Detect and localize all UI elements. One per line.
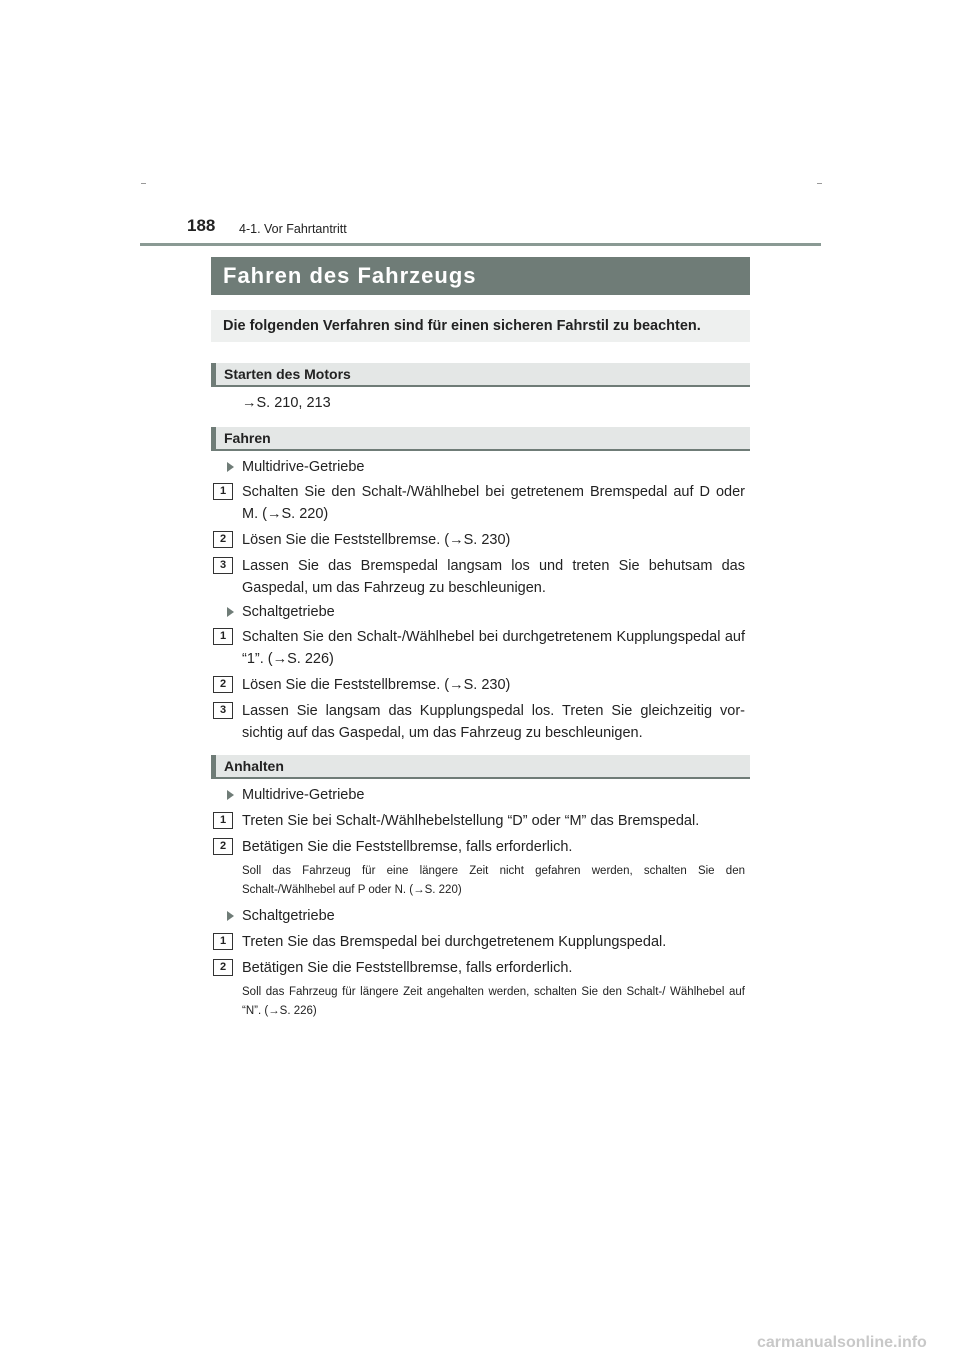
bullet-triangle-icon <box>227 462 234 472</box>
step-text: Lösen Sie die Feststellbremse. (→S. 230) <box>242 532 511 548</box>
crop-mark-right <box>817 183 822 184</box>
anhalten-manual-note: Soll das Fahrzeug für längere Zeit angehalten werden, schalten Sie den Schalt-/ Wählhebel auf “N”. (→S. 226) <box>242 986 745 1017</box>
heading-anhalten: Anhalten <box>211 755 750 779</box>
step-number: 2 <box>213 838 233 855</box>
step-text: Treten Sie das Bremspedal bei durchgetretenem Kupplungspedal. <box>242 934 667 950</box>
step-number: 3 <box>213 557 233 574</box>
fahren-manual-label: Schaltgetriebe <box>242 604 335 620</box>
anhalten-multidrive-note: Soll das Fahrzeug für eine längere Zeit nicht gefahren werden, schalten Sie den Schalt-/Wählhebel auf P oder N. (→S. 220) <box>242 865 745 896</box>
step-number: 1 <box>213 628 233 645</box>
step-text: Betätigen Sie die Feststellbremse, falls erforderlich. <box>242 960 573 976</box>
step-text: Treten Sie bei Schalt-/Wählhebelstellung “D” oder “M” das Bremspedal. <box>242 813 700 829</box>
intro-text: Die folgenden Verfahren sind für einen sicheren Fahrstil zu beachten. <box>211 310 750 342</box>
step-number: 2 <box>213 531 233 548</box>
bullet-triangle-icon <box>227 607 234 617</box>
section-breadcrumb: 4-1. Vor Fahrtantritt <box>239 222 347 236</box>
step-text: Lösen Sie die Feststellbremse. (→S. 230) <box>242 677 511 693</box>
step-text: Lassen Sie langsam das Kupplungspedal los. Treten Sie gleichzeitig vor-sichtig auf das Gaspedal, um das Fahrzeug zu beschleunigen. <box>242 703 745 741</box>
step-text: Lassen Sie das Bremspedal langsam los und treten Sie behutsam das Gaspedal, um das Fahrzeug zu beschleunigen. <box>242 558 745 596</box>
page-title: Fahren des Fahrzeugs <box>211 257 750 295</box>
step-number: 1 <box>213 812 233 829</box>
crop-mark-left <box>141 183 146 184</box>
heading-starten: Starten des Motors <box>211 363 750 387</box>
heading-fahren: Fahren <box>211 427 750 451</box>
step-number: 1 <box>213 933 233 950</box>
page-number: 188 <box>187 216 216 235</box>
watermark: carmanualsonline.info <box>757 1334 927 1351</box>
step-number: 2 <box>213 959 233 976</box>
step-number: 1 <box>213 483 233 500</box>
header-divider <box>140 243 821 246</box>
step-text: Betätigen Sie die Feststellbremse, falls erforderlich. <box>242 839 573 855</box>
bullet-triangle-icon <box>227 790 234 800</box>
step-text: Schalten Sie den Schalt-/Wählhebel bei getretenem Bremspedal auf D oder M. (→S. 220) <box>242 484 745 522</box>
step-number: 3 <box>213 702 233 719</box>
bullet-triangle-icon <box>227 911 234 921</box>
starten-reference: →S. 210, 213 <box>242 395 331 411</box>
anhalten-manual-label: Schaltgetriebe <box>242 908 335 924</box>
step-text: Schalten Sie den Schalt-/Wählhebel bei durchgetretenem Kupplungspedal auf “1”. (→S. 226) <box>242 629 745 667</box>
anhalten-multidrive-label: Multidrive-Getriebe <box>242 787 365 803</box>
step-number: 2 <box>213 676 233 693</box>
fahren-multidrive-label: Multidrive-Getriebe <box>242 459 365 475</box>
